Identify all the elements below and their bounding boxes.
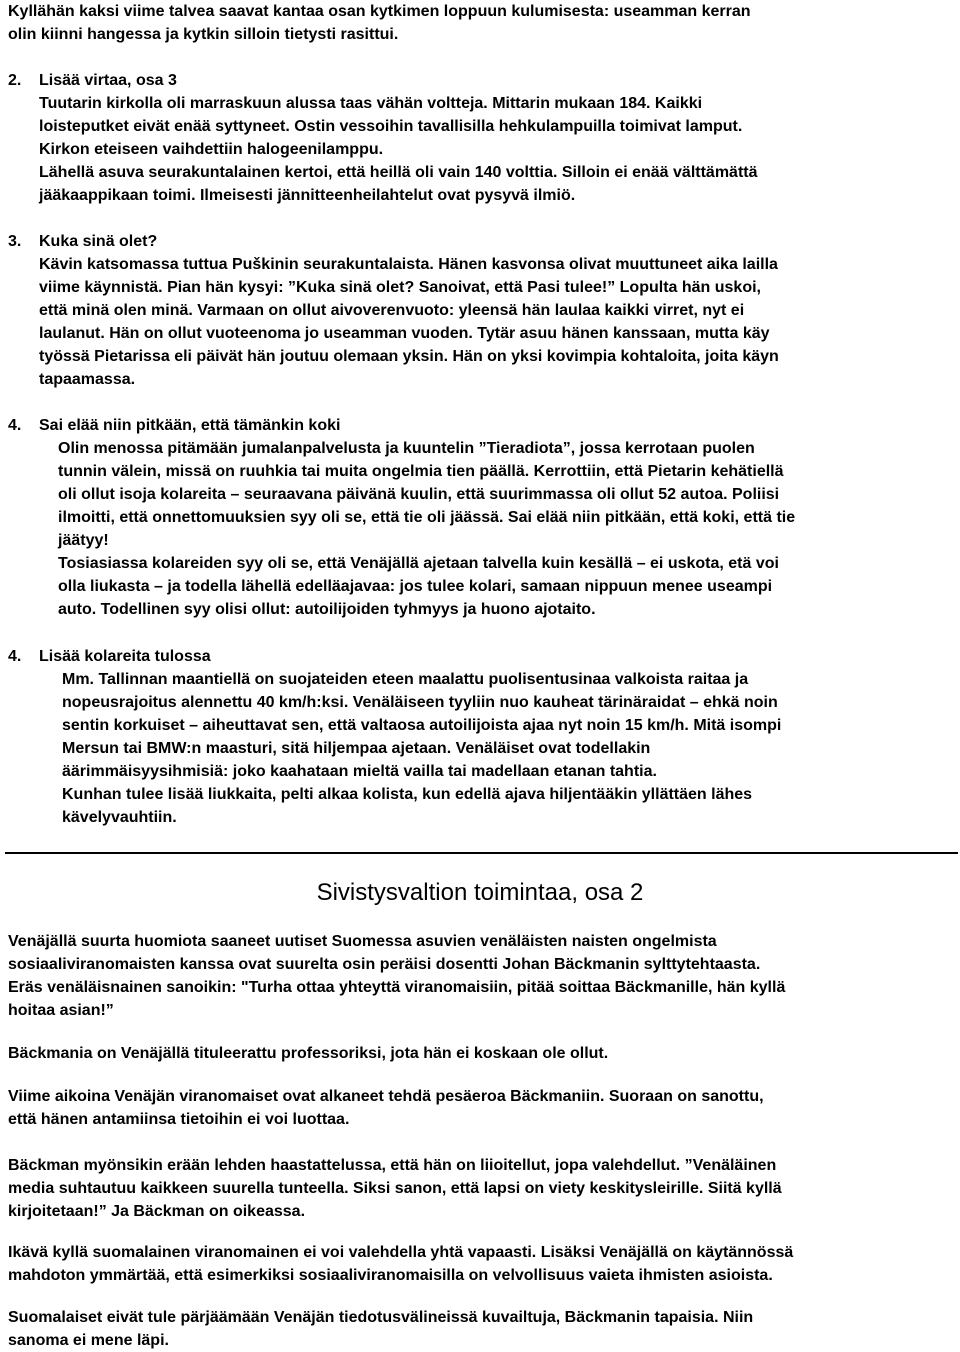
text-line: hoitaa asian!” bbox=[8, 1002, 114, 1019]
text-line: että hänen antamiinsa tietoihin ei voi luottaa. bbox=[8, 1111, 350, 1128]
article-paragraph bbox=[8, 1306, 753, 1352]
section-number: 4. bbox=[8, 648, 22, 665]
section-4a bbox=[39, 414, 796, 621]
text-line: ilmoitti, että onnettomuuksien syy oli se, että tie oli jäässä. Sai elää niin pitkään, että koki, että tie bbox=[58, 509, 796, 526]
text-line: olin kiinni hangessa ja kytkin silloin tietysti rasittui. bbox=[8, 26, 399, 43]
text-line: laulanut. Hän on ollut vuoteenoma jo useamman vuoden. Tytär asuu hänen kanssaan, mutta käy bbox=[39, 325, 770, 342]
section-number: 4. bbox=[8, 417, 22, 434]
text-line: Mersun tai BMW:n maasturi, sitä hiljempaa ajetaan. Venäläiset ovat todellakin bbox=[62, 740, 651, 757]
section-3 bbox=[39, 230, 779, 391]
text-line: jäätyy! bbox=[58, 532, 109, 549]
section-title: Sai elää niin pitkään, että tämänkin koki bbox=[39, 417, 341, 434]
section-title: Kuka sinä olet? bbox=[39, 233, 158, 250]
text-line: äärimmäisyysihmisiä: joko kaahataan mieltä vailla tai madellaan etanan tahtia. bbox=[62, 763, 657, 780]
text-line: Kävin katsomassa tuttua Puškinin seurakuntalaista. Hänen kasvonsa olivat muuttuneet aika lailla bbox=[39, 256, 778, 273]
text-line: sentin korkuiset – aiheuttavat sen, että valtaosa autoilijoista ajaa nyt noin 15 km/h. Mitä isompi bbox=[62, 717, 782, 734]
text-line: Suomalaiset eivät tule pärjäämään Venäjän tiedotusvälineissä kuvailtuja, Bäckmanin tapaisia. Niin bbox=[8, 1309, 754, 1326]
text-line: sosiaaliviranomaisten kanssa ovat suurelta osin peräisi dosentti Johan Bäckmanin sylttytehtaasta. bbox=[8, 956, 761, 973]
section-number: 3. bbox=[8, 233, 22, 250]
text-line: nopeusrajoitus alennettu 40 km/h:ksi. Venäläiseen tyyliin nuo kauheat tärinäraidat – ehkä noin bbox=[62, 694, 778, 711]
text-line: kirjoitetaan!” Ja Bäckman on oikeassa. bbox=[8, 1203, 306, 1220]
text-line: jääkaappikaan toimi. Ilmeisesti jännitteenheilahtelut ovat pysyvä ilmiö. bbox=[39, 187, 576, 204]
text-line: Mm. Tallinnan maantiellä on suojateiden eteen maalattu puolisentusinaa valkoista raitaa ja bbox=[62, 671, 749, 688]
article-paragraph bbox=[8, 1154, 782, 1223]
text-line: Tuutarin kirkolla oli marraskuun alussa taas vähän voltteja. Mittarin mukaan 184. Kaikki bbox=[39, 95, 703, 112]
section-title: Lisää kolareita tulossa bbox=[39, 648, 211, 665]
text-line: että minä olen minä. Varmaan on ollut aivoverenvuoto: yleensä hän laulaa kaikki virret, nyt ei bbox=[39, 302, 745, 319]
intro-paragraph bbox=[8, 0, 751, 46]
section-2 bbox=[39, 69, 758, 207]
text-line: Olin menossa pitämään jumalanpalvelusta ja kuuntelin ”Tieradiota”, jossa kerrotaan puolen bbox=[58, 440, 755, 457]
section-4b-body bbox=[62, 668, 781, 829]
text-line: loisteputket eivät enää syttyneet. Ostin vessoihin tavallisilla hehkulampuilla toimivat lamput. bbox=[39, 118, 743, 135]
text-line: Venäjällä suurta huomiota saaneet uutiset Suomessa asuvien venäläisten naisten ongelmista bbox=[8, 933, 717, 950]
text-line: Kyllähän kaksi viime talvea saavat kantaa osan kytkimen loppuun kulumisesta: useamman kerran bbox=[8, 3, 751, 20]
text-line: media suhtautuu kaikkeen suurella tunteella. Siksi sanon, että lapsi on viety keskitysleirille. Siitä kyllä bbox=[8, 1180, 782, 1197]
section-title: Lisää virtaa, osa 3 bbox=[39, 72, 177, 89]
article-paragraph bbox=[8, 930, 785, 1022]
text-line: tunnin välein, missä on ruuhkia tai muita ongelmia tien päällä. Kerrottiin, että Pietarin kehätiellä bbox=[58, 463, 784, 480]
article-paragraph bbox=[8, 1085, 764, 1131]
text-line: viime käynnistä. Pian hän kysyi: ”Kuka sinä olet? Sanoivat, että Pasi tulee!” Lopulta hän uskoi, bbox=[39, 279, 761, 296]
article-heading: Sivistysvaltion toimintaa, osa 2 bbox=[316, 879, 644, 906]
text-line: Lähellä asuva seurakuntalainen kertoi, että heillä oli vain 140 volttia. Silloin ei enää välttämättä bbox=[39, 164, 758, 181]
text-line: mahdoton ymmärtää, että esimerkiksi sosiaaliviranomaisilla on velvollisuus vaieta ihmisten asioista. bbox=[8, 1267, 773, 1284]
article-paragraph bbox=[8, 1241, 793, 1287]
horizontal-rule bbox=[5, 852, 958, 854]
text-line: Ikävä kyllä suomalainen viranomainen ei voi valehdella yhtä vapaasti. Lisäksi Venäjällä on käytännössä bbox=[8, 1244, 794, 1261]
section-4b bbox=[39, 645, 211, 668]
text-line: Tosiasiassa kolareiden syy oli se, että Venäjällä ajetaan talvella kuin kesällä – ei uskota, etä voi bbox=[58, 555, 779, 572]
text-line: kävelyvauhtiin. bbox=[62, 809, 177, 826]
text-line: Bäckmania on Venäjällä tituleerattu professoriksi, jota hän ei koskaan ole ollut. bbox=[8, 1045, 609, 1062]
text-line: olla liukasta – ja todella lähellä edelläajavaa: jos tulee kolari, samaan nippuun menee useampi bbox=[58, 578, 773, 595]
text-line: Kirkon eteiseen vaihdettiin halogeenilamppu. bbox=[39, 141, 384, 158]
text-line: Eräs venäläisnainen sanoikin: "Turha ottaa yhteyttä viranomaisiin, pitää soittaa Bäckmanille, hän kyllä bbox=[8, 979, 786, 996]
text-line: tapaamassa. bbox=[39, 371, 136, 388]
text-line: Bäckman myönsikin erään lehden haastattelussa, että hän on liioitellut, jopa valehdellut. ”Venäläinen bbox=[8, 1157, 777, 1174]
text-line: Viime aikoina Venäjän viranomaiset ovat alkaneet tehdä pesäeroa Bäckmaniin. Suoraan on sanottu, bbox=[8, 1088, 764, 1105]
text-line: sanoma ei mene läpi. bbox=[8, 1332, 169, 1349]
section-number: 2. bbox=[8, 72, 22, 89]
text-line: oli ollut isoja kolareita – seuraavana päivänä kuulin, että suurimmassa oli ollut 52 autoa. Poliisi bbox=[58, 486, 780, 503]
text-line: työssä Pietarissa eli päivät hän joutuu olemaan yksin. Hän on yksi kovimpia kohtaloita, joita käyn bbox=[39, 348, 779, 365]
text-line: auto. Todellinen syy olisi ollut: autoilijoiden tyhmyys ja huono ajotaito. bbox=[58, 601, 596, 618]
article-paragraph bbox=[8, 1042, 608, 1065]
text-line: Kunhan tulee lisää liukkaita, pelti alkaa kolista, kun edellä ajava hiljentääkin yllättäen lähes bbox=[62, 786, 753, 803]
